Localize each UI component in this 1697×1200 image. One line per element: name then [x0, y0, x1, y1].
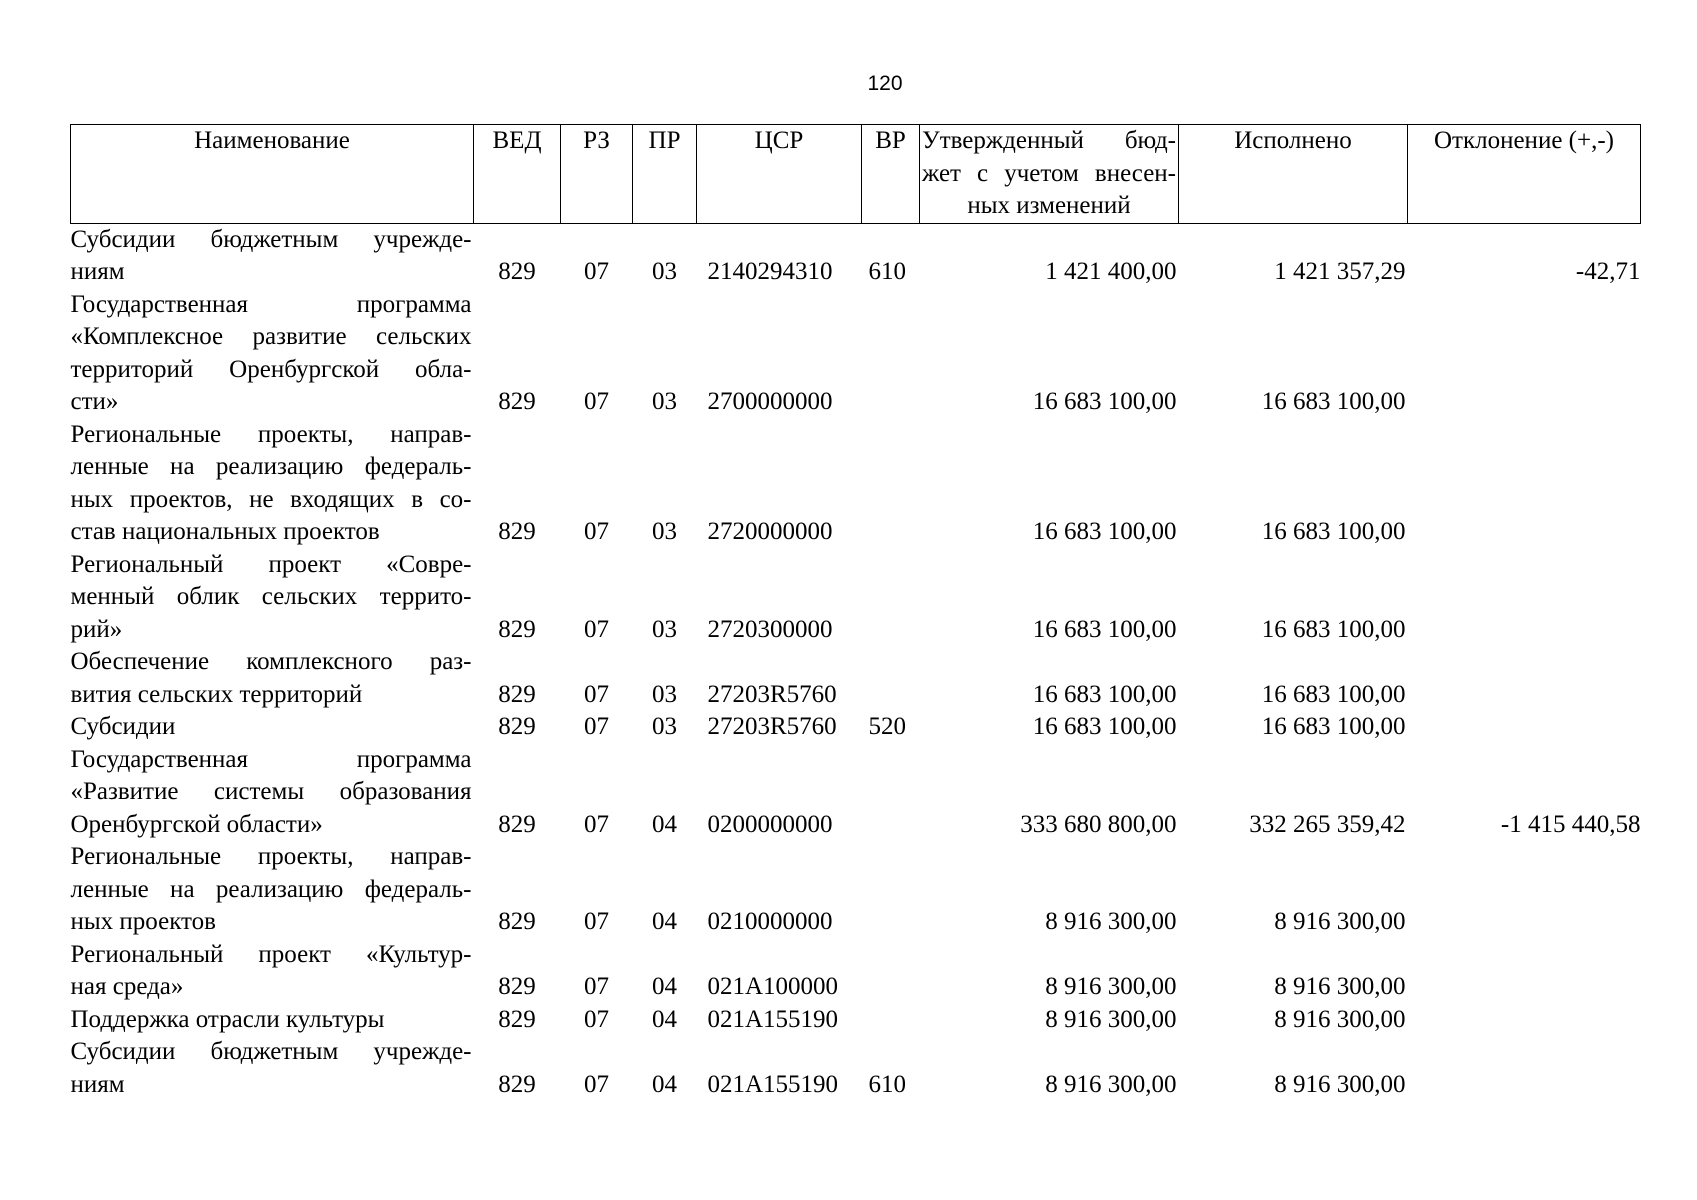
row-vr-cell — [862, 549, 920, 647]
row-ved-cell: 829 — [498, 518, 536, 545]
row-approved-cell: 16 683 100,00 — [1032, 713, 1177, 740]
row-rz-cell: 07 — [584, 908, 609, 935]
page-number: 120 — [867, 72, 903, 95]
header-executed: Исполнено — [1179, 125, 1408, 224]
row-rz-cell: 07 — [584, 388, 609, 415]
row-pr-cell: 03 — [652, 713, 677, 740]
row-csr-cell: 2720000000 — [707, 518, 833, 545]
table-header-row — [71, 125, 1641, 224]
row-name-cell — [71, 223, 474, 289]
row-name-line: став национальных проектов — [70, 518, 380, 545]
row-rz-cell: 07 — [584, 1070, 609, 1098]
row-executed-cell: 332 265 359,42 — [1249, 810, 1406, 838]
row-pr-cell: 04 — [652, 1005, 677, 1033]
row-csr-cell: 2720300000 — [707, 615, 833, 643]
row-csr-cell: 021A155190 — [707, 1070, 839, 1098]
row-vr-cell: 610 — [868, 258, 906, 285]
row-approved-cell: 8 916 300,00 — [1045, 1070, 1177, 1098]
row-deviation-cell — [1408, 419, 1641, 549]
row-pr-cell: 04 — [652, 973, 677, 1000]
row-csr-cell: 27203R5760 — [707, 680, 837, 708]
row-name-line: «Комплексное развитие сельских — [70, 323, 472, 350]
row-name-line: Субсидии бюджетным учрежде- — [70, 1038, 472, 1065]
table-row — [71, 1004, 1641, 1037]
row-name-cell — [71, 841, 474, 939]
row-name-cell — [71, 744, 474, 842]
row-name-line: территорий Оренбургской обла- — [70, 355, 472, 383]
row-name-line: менный облик сельских террито- — [70, 583, 472, 610]
row-name-line: Государственная программа — [70, 745, 472, 773]
row-executed-cell: 8 916 300,00 — [1274, 908, 1406, 935]
row-approved-cell: 16 683 100,00 — [1032, 680, 1177, 708]
row-deviation-cell — [1408, 289, 1641, 419]
row-name-line: Субсидии бюджетным учрежде- — [70, 225, 472, 253]
row-csr-cell: 021A155190 — [707, 1005, 839, 1033]
row-rz-cell: 07 — [584, 258, 609, 285]
row-approved-cell: 333 680 800,00 — [1020, 810, 1177, 838]
table-row — [71, 549, 1641, 647]
row-name-line: Поддержка отрасли культуры — [70, 1005, 385, 1033]
row-csr-cell: 2700000000 — [707, 388, 833, 415]
row-pr-cell: 04 — [652, 1070, 677, 1098]
header-approved-budget: Утвержденный бюд-жет с учетом внесен-ных изменений — [920, 125, 1179, 224]
row-executed-cell: 16 683 100,00 — [1261, 680, 1406, 708]
row-name-line: Региональные проекты, направ- — [70, 420, 472, 448]
row-ved-cell: 829 — [498, 680, 536, 708]
row-ved-cell: 829 — [498, 713, 536, 740]
row-rz-cell: 07 — [584, 615, 609, 643]
table-row — [71, 419, 1641, 549]
row-rz-cell: 07 — [584, 518, 609, 545]
header-csr: ЦСР — [697, 125, 862, 224]
row-pr-cell: 04 — [652, 908, 677, 935]
row-ved-cell: 829 — [498, 615, 536, 643]
table-row — [71, 1036, 1641, 1101]
table-row — [71, 289, 1641, 419]
row-name-line: рий» — [70, 615, 123, 643]
row-name-cell — [71, 549, 474, 647]
row-name-line: ных проектов, не входящих в со- — [70, 485, 472, 513]
row-deviation-cell — [1408, 1036, 1641, 1101]
row-name-line: ниям — [70, 258, 125, 285]
row-vr-cell — [862, 744, 920, 842]
row-executed-cell: 16 683 100,00 — [1261, 615, 1406, 643]
row-name-line: Оренбургской области» — [70, 810, 323, 838]
row-pr-cell: 03 — [652, 388, 677, 415]
row-name-line: ленные на реализацию федераль- — [70, 875, 472, 903]
row-csr-cell: 27203R5760 — [707, 713, 837, 740]
row-name-cell — [71, 1004, 474, 1037]
row-csr-cell: 2140294310 — [707, 258, 833, 285]
row-vr-cell — [862, 841, 920, 939]
row-approved-cell: 8 916 300,00 — [1045, 973, 1177, 1000]
row-name-cell — [71, 939, 474, 1004]
row-name-line: ная среда» — [70, 973, 184, 1000]
row-name-line: Обеспечение комплексного раз- — [70, 648, 472, 675]
row-name-cell — [71, 646, 474, 711]
header-name: Наименование — [71, 125, 474, 224]
row-name-cell — [71, 1036, 474, 1101]
row-approved-cell: 16 683 100,00 — [1032, 518, 1177, 545]
row-vr-cell — [862, 939, 920, 1004]
row-vr-cell — [862, 1004, 920, 1037]
row-deviation-cell — [1408, 1004, 1641, 1037]
header-deviation: Отклонение (+,-) — [1408, 125, 1641, 224]
row-name-line: Субсидии — [70, 713, 176, 740]
row-ved-cell: 829 — [498, 1005, 536, 1033]
table-row — [71, 841, 1641, 939]
row-name-line: сти» — [70, 388, 119, 415]
header-vr: ВР — [862, 125, 920, 224]
row-approved-cell: 8 916 300,00 — [1045, 1005, 1177, 1033]
table-row — [71, 646, 1641, 711]
row-name-cell — [71, 289, 474, 419]
row-vr-cell: 610 — [868, 1070, 906, 1098]
row-vr-cell — [862, 419, 920, 549]
table-body — [71, 223, 1641, 1101]
row-deviation-cell — [1408, 646, 1641, 711]
row-rz-cell: 07 — [584, 680, 609, 708]
table-row — [71, 711, 1641, 744]
row-deviation-cell — [1408, 841, 1641, 939]
row-executed-cell: 16 683 100,00 — [1261, 713, 1406, 740]
header-ved: ВЕД — [474, 125, 561, 224]
table-row — [71, 223, 1641, 289]
row-csr-cell: 0210000000 — [707, 908, 833, 935]
row-pr-cell: 03 — [652, 258, 677, 285]
row-rz-cell: 07 — [584, 1005, 609, 1033]
row-ved-cell: 829 — [498, 388, 536, 415]
row-approved-cell: 16 683 100,00 — [1032, 388, 1177, 415]
row-name-line: ных проектов — [70, 908, 216, 935]
row-ved-cell: 829 — [498, 810, 536, 838]
row-approved-cell: 1 421 400,00 — [1045, 258, 1177, 285]
row-name-line: Региональный проект «Совре- — [70, 550, 472, 578]
row-name-line: ленные на реализацию федераль- — [70, 453, 472, 480]
header-pr: ПР — [633, 125, 697, 224]
row-executed-cell: 1 421 357,29 — [1274, 258, 1406, 285]
row-ved-cell: 829 — [498, 1070, 536, 1098]
row-csr-cell: 021A100000 — [707, 973, 839, 1000]
row-executed-cell: 8 916 300,00 — [1274, 1070, 1406, 1098]
row-deviation-cell: -1 415 440,58 — [1500, 810, 1641, 838]
row-ved-cell: 829 — [498, 973, 536, 1000]
row-deviation-cell: -42,71 — [1575, 258, 1641, 285]
row-vr-cell — [862, 646, 920, 711]
row-name-line: Государственная программа — [70, 290, 472, 318]
row-name-line: Региональные проекты, направ- — [70, 843, 472, 870]
row-pr-cell: 03 — [652, 518, 677, 545]
row-pr-cell: 03 — [652, 680, 677, 708]
row-executed-cell: 8 916 300,00 — [1274, 1005, 1406, 1033]
row-name-cell — [71, 419, 474, 549]
row-name-line: «Развитие системы образования — [70, 778, 472, 805]
row-executed-cell: 16 683 100,00 — [1261, 388, 1406, 415]
row-name-line: вития сельских территорий — [70, 680, 363, 708]
row-approved-cell: 16 683 100,00 — [1032, 615, 1177, 643]
header-rz: РЗ — [561, 125, 633, 224]
budget-execution-table — [70, 124, 1641, 1101]
row-ved-cell: 829 — [498, 908, 536, 935]
table-row — [71, 744, 1641, 842]
row-deviation-cell — [1408, 939, 1641, 1004]
row-vr-cell: 520 — [868, 713, 906, 740]
row-csr-cell: 0200000000 — [707, 810, 833, 838]
row-rz-cell: 07 — [584, 973, 609, 1000]
row-pr-cell: 03 — [652, 615, 677, 643]
row-deviation-cell — [1408, 711, 1641, 744]
row-executed-cell: 16 683 100,00 — [1261, 518, 1406, 545]
row-ved-cell: 829 — [498, 258, 536, 285]
row-name-cell — [71, 711, 474, 744]
row-rz-cell: 07 — [584, 713, 609, 740]
row-pr-cell: 04 — [652, 810, 677, 838]
row-approved-cell: 8 916 300,00 — [1045, 908, 1177, 935]
row-deviation-cell — [1408, 549, 1641, 647]
row-name-line: Региональный проект «Культур- — [70, 940, 472, 968]
row-executed-cell: 8 916 300,00 — [1274, 973, 1406, 1000]
row-rz-cell: 07 — [584, 810, 609, 838]
row-name-line: ниям — [70, 1070, 125, 1098]
row-vr-cell — [862, 289, 920, 419]
table-row — [71, 939, 1641, 1004]
